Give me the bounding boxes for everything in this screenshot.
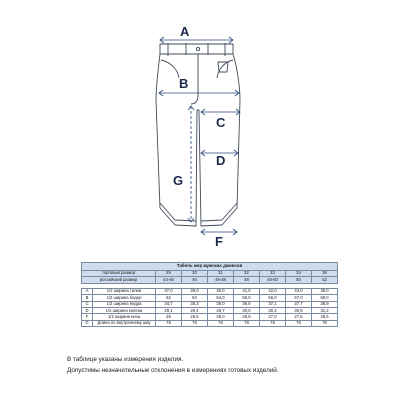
- table-title-row: [82, 263, 338, 271]
- note-line: В таблице указаны измерения изделия.: [67, 356, 184, 363]
- table-cell: 36,5: [234, 301, 260, 307]
- row-code: C: [82, 301, 93, 307]
- label-a: A: [180, 24, 190, 39]
- row-name: 1/2 ширина бедер: [93, 295, 156, 301]
- notes: [67, 355, 347, 376]
- trade-size: 32: [234, 270, 260, 276]
- label-d: D: [216, 153, 226, 168]
- table-cell: 29,4: [182, 307, 208, 313]
- russian-size: 44-46: [156, 277, 182, 283]
- row-code: F: [82, 314, 93, 320]
- trade-size: 36: [312, 270, 338, 276]
- russian-size: 46: [182, 277, 208, 283]
- table-cell: 34,7: [156, 301, 182, 307]
- trade-size: 33: [260, 270, 286, 276]
- russian-size: 48-50: [260, 277, 286, 283]
- table-cell: 38,9: [312, 301, 338, 307]
- table-cell: 26,0: [208, 314, 234, 320]
- front-pocket-right: [217, 60, 233, 78]
- label-g: G: [173, 173, 184, 188]
- table-cell: 30,0: [234, 307, 260, 313]
- trade-size: 31: [208, 270, 234, 276]
- fly-stitch: [191, 54, 198, 104]
- russian-size: 50: [286, 277, 312, 283]
- table-cell: 30,3: [260, 307, 286, 313]
- table-cell: 37,1: [260, 301, 286, 307]
- trade-size-label: торговый размер: [82, 270, 156, 276]
- table-row: [82, 320, 338, 326]
- row-name: 1/2 ширина талии: [93, 288, 156, 294]
- table-cell: 43,0: [286, 288, 312, 294]
- table-cell: 40,0: [208, 288, 234, 294]
- front-pocket-left: [161, 60, 179, 78]
- trade-size: 29: [156, 270, 182, 276]
- row-code: D: [82, 307, 93, 313]
- table-cell: 78: [208, 320, 234, 326]
- table-cell: 55,0: [234, 295, 260, 301]
- table-cell: 78: [182, 320, 208, 326]
- measurement-rows: [82, 288, 338, 326]
- note-line: Допустимы незначительные отклонения в измерениях готовых изделий.: [67, 366, 279, 374]
- hem-right: [201, 203, 237, 221]
- table-cell: 26,5: [234, 314, 260, 320]
- table-cell: 56,0: [260, 295, 286, 301]
- label-b: B: [179, 76, 189, 91]
- table-cell: 28,5: [312, 314, 338, 320]
- row-code: G: [82, 320, 93, 326]
- table-cell: 59,0: [312, 295, 338, 301]
- table-cell: 27,0: [260, 314, 286, 320]
- table-cell: 78: [312, 320, 338, 326]
- table-cell: 25: [156, 314, 182, 320]
- row-name: 1/2 ширина низа: [93, 314, 156, 320]
- table-cell: 35,3: [182, 301, 208, 307]
- table-cell: 29,1: [156, 307, 182, 313]
- row-name: 1/2 ширина колена: [93, 307, 156, 313]
- button: [196, 47, 199, 50]
- size-table: [81, 262, 338, 327]
- row-code: B: [82, 295, 93, 301]
- row-name: Длина по внутреннему шву: [93, 320, 156, 326]
- label-f: F: [215, 234, 223, 249]
- table-cell: 35,0: [208, 301, 234, 307]
- table-cell: 30,6: [286, 307, 312, 313]
- russian-size: 52: [312, 277, 338, 283]
- table-cell: 78: [156, 320, 182, 326]
- table-cell: 37,7: [286, 301, 312, 307]
- size-chart-sheet: [48, 0, 352, 400]
- row-name: 1/2 ширина бедра: [93, 301, 156, 307]
- jeans-measurement-diagram: [48, 0, 352, 250]
- row-code: A: [82, 288, 93, 294]
- table-cell: 29,7: [208, 307, 234, 313]
- table-cell: 31,2: [312, 307, 338, 313]
- russian-size-label: российский размер: [82, 277, 156, 283]
- table-cell: 38,0: [182, 288, 208, 294]
- table-cell: 78: [286, 320, 312, 326]
- table-title: Табель мер мужских джинсов: [82, 263, 338, 271]
- table-cell: 57,0: [286, 295, 312, 301]
- table-cell: 27,5: [286, 314, 312, 320]
- russian-size: 46-48: [208, 277, 234, 283]
- jeans-outline: [156, 43, 240, 226]
- trade-size: 34: [286, 270, 312, 276]
- trade-size: 30: [182, 270, 208, 276]
- table-cell: 78: [234, 320, 260, 326]
- table-cell: 25,5: [182, 314, 208, 320]
- table-cell: 53: [182, 295, 208, 301]
- table-cell: 42,0: [260, 288, 286, 294]
- table-cell: 41,0: [234, 288, 260, 294]
- table-cell: 45,0: [312, 288, 338, 294]
- table-cell: 52: [156, 295, 182, 301]
- table-cell: 37,0: [156, 288, 182, 294]
- label-c: C: [216, 115, 226, 130]
- russian-size: 48: [234, 277, 260, 283]
- table-cell: 78: [260, 320, 286, 326]
- table-cell: 54,0: [208, 295, 234, 301]
